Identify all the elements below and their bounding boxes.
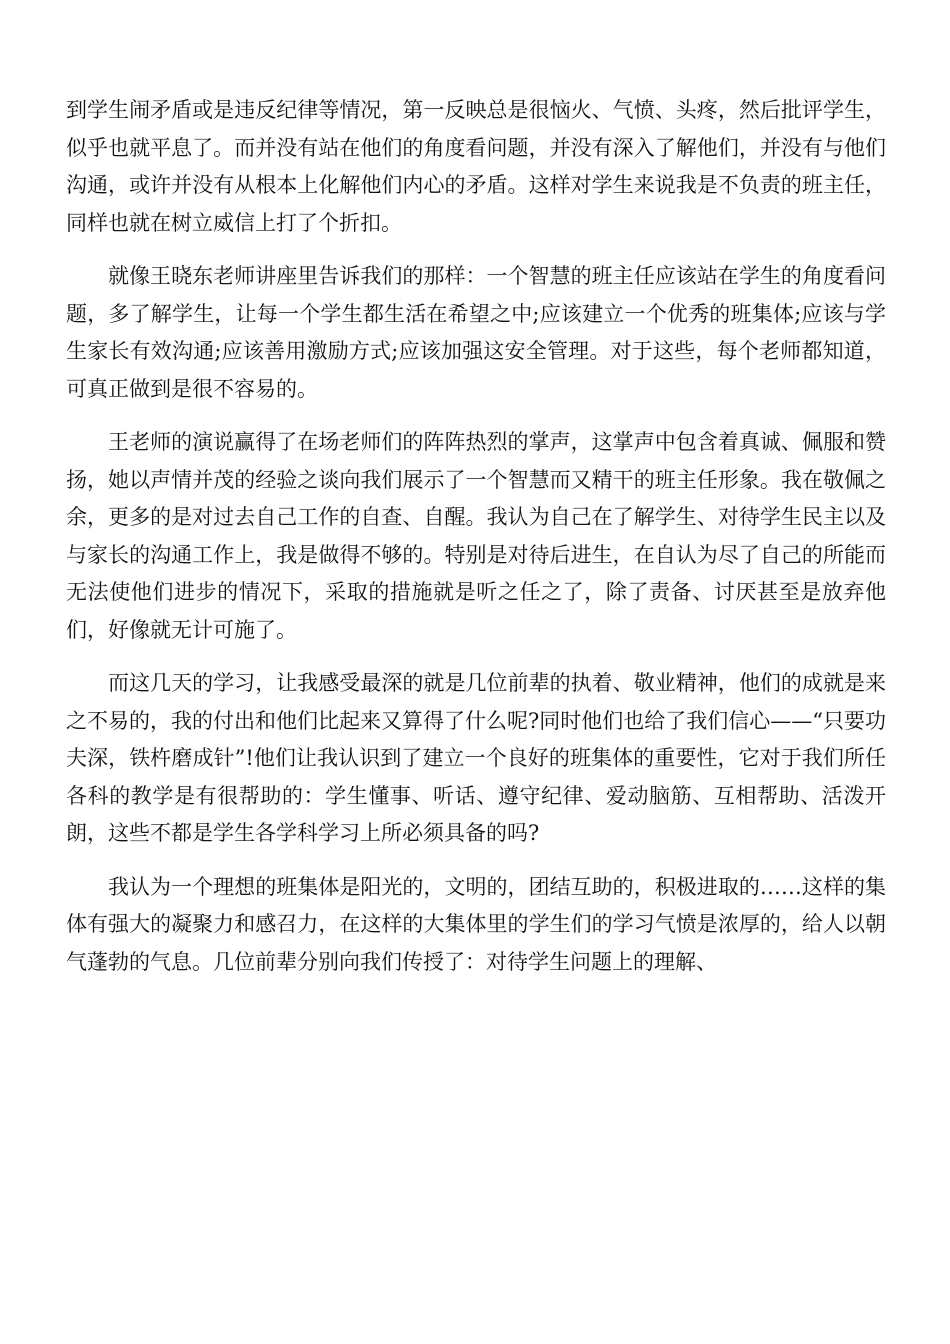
paragraph-4: 而这几天的学习，让我感受最深的就是几位前辈的执着、敬业精神，他们的成就是来之不易的，我的付出和他们比起来又算得了什么呢?同时他们也给了我们信心——“只要功夫深，铁杵磨成针”!他们让我认识到了建立一个良好的班集体的重要性，它对于我们所任各科的教学是有很帮助的：学生懂事、听话、遵守纪律、爱动脑筋、互相帮助、活泼开朗，这些不都是学生各学科学习上所必须具备的吗? xyxy=(66,671,886,846)
paragraph-1: 到学生闹矛盾或是违反纪律等情况，第一反映总是很恼火、气愤、头疼，然后批评学生，似乎也就平息了。而并没有站在他们的角度看问题，并没有深入了解他们，并没有与他们沟通，或许并没有从根本上化解他们内心的矛盾。这样对学生来说我是不负责的班主任，同样也就在树立威信上打了个折扣。 xyxy=(66,98,886,235)
paragraph-3: 王老师的演说赢得了在场老师们的阵阵热烈的掌声，这掌声中包含着真诚、佩服和赞扬，她以声情并茂的经验之谈向我们展示了一个智慧而又精干的班主任形象。我在敬佩之余，更多的是对过去自己工作的自查、自醒。我认为自己在了解学生、对待学生民主以及与家长的沟通工作上，我是做得不够的。特别是对待后进生，在自认为尽了自己的所能而无法使他们进步的情况下，采取的措施就是听之任之了，除了责备、讨厌甚至是放弃他们，好像就无计可施了。 xyxy=(66,429,886,642)
document-body xyxy=(66,92,886,997)
paragraph-2: 就像王晓东老师讲座里告诉我们的那样：一个智慧的班主任应该站在学生的角度看问题，多了解学生，让每一个学生都生活在希望之中;应该建立一个优秀的班集体;应该与学生家长有效沟通;应该善用激励方式;应该加强这安全管理。对于这些，每个老师都知道，可真正做到是很不容易的。 xyxy=(66,263,886,401)
paragraph-5: 我认为一个理想的班集体是阳光的，文明的，团结互助的，积极进取的……这样的集体有强大的凝聚力和感召力，在这样的大集体里的学生们的学习气愤是浓厚的，给人以朝气蓬勃的气息。几位前辈分别向我们传授了：对待学生问题上的理解、 xyxy=(66,874,886,974)
